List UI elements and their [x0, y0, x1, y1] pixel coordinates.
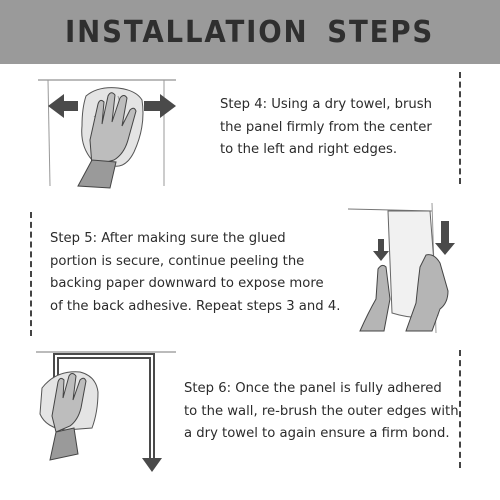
- step4-text: Step 4: Using a dry towel, brush the panel firmly from the center to the left and right edges.: [220, 97, 432, 157]
- left-arrow-icon: [48, 94, 78, 118]
- right-arrow-icon: [144, 94, 176, 118]
- title-banner: [0, 0, 500, 64]
- step6-illustration: [36, 348, 186, 474]
- divider-right-3: [459, 350, 461, 468]
- step5-text: Step 5: After making sure the glued portion is secure, continue peeling the backing paper downward to expose more of the back adhesive. Repeat steps 3 and 4.: [50, 231, 341, 314]
- divider-left-2: [30, 212, 32, 336]
- step6-text: Step 6: Once the panel is fully adhered to the wall, re-brush the outer edges with a dry towel to again ensure a firm bond.: [184, 381, 459, 441]
- step4-illustration: [38, 76, 188, 188]
- divider-right-1: [459, 72, 461, 184]
- step5-illustration: [348, 203, 460, 337]
- page-title: INSTALLATION STEPS: [65, 14, 435, 50]
